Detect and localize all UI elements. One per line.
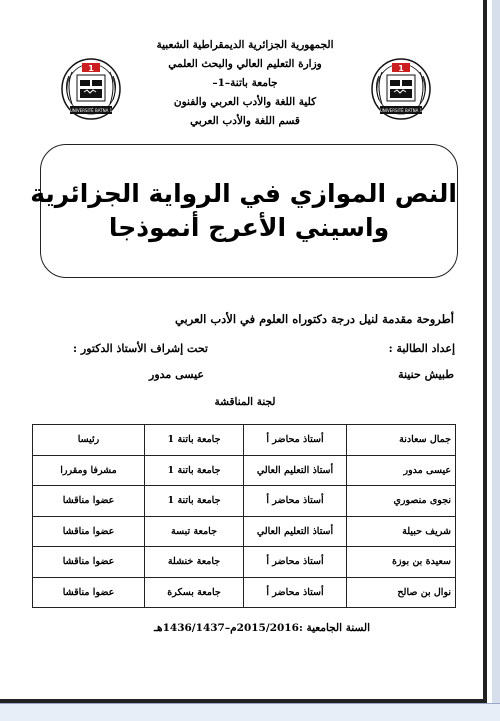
member-university: جامعة باتنة 1 [145,486,244,517]
member-university: جامعة تبسة [145,516,244,547]
member-name: جمال سعادنة [347,425,456,456]
member-name: نجوى منصوري [347,486,456,517]
window-edge-bottom [0,703,500,721]
logo-number: 1 [88,64,94,73]
member-name: سعيدة بن بوزة [347,547,456,578]
faculty-line: كلية اللغة والأدب العربي والفنون [173,96,317,108]
member-role: عضوا مناقشا [33,577,145,608]
logo-caption: UNIVERSITÉ BATNA 1 [69,108,113,113]
window-edge-right [492,0,500,703]
committee-title: لجنة المناقشة [214,396,276,408]
table-row [33,425,456,456]
member-university: جامعة باتنة 1 [145,425,244,456]
university-line: جامعة باتنة–1– [212,77,278,89]
ministry-line: وزارة التعليم العالي والبحث العلمي [168,58,322,70]
institution-header [120,36,370,131]
member-name: عيسى مدور [347,455,456,486]
logo-number: 1 [398,64,404,73]
supervisor-label: تحت إشراف الأستاذ الدكتور : [73,342,208,355]
academic-year: السنة الجامعية :2015/2016م–1436/1437هـ [153,622,370,634]
thesis-title-line-1: النص الموازي في الرواية الجزائرية [30,179,457,208]
thesis-description: أطروحة مقدمة لنيل درجة دكتوراه العلوم في الأدب العربي [174,312,454,326]
logo-caption: UNIVERSITÉ BATNA 1 [379,108,423,113]
student-name: طبيش حنينة [398,368,454,381]
table-row [33,577,456,608]
member-university: جامعة بسكرة [145,577,244,608]
department-line: قسم اللغة والأدب العربي [190,115,300,127]
member-rank: أستاذ محاضر أ [244,486,347,517]
member-rank: أستاذ محاضر أ [244,577,347,608]
member-name: شريف حبيلة [347,516,456,547]
supervisor-name: عيسى مدور [149,368,204,381]
member-role: عضوا مناقشا [33,516,145,547]
table-row [33,455,456,486]
member-role: مشرفا ومقررا [33,455,145,486]
table-row [33,516,456,547]
thesis-title-line-2: واسيني الأعرج أنموذجا [108,213,390,242]
republic-line: الجمهورية الجزائرية الديمقراطية الشعبية [156,39,334,51]
member-university: جامعة خنشلة [145,547,244,578]
member-rank: أستاذ التعليم العالي [244,455,347,486]
member-rank: أستاذ التعليم العالي [244,516,347,547]
university-logo-left [60,56,122,126]
table-row [33,547,456,578]
member-university: جامعة باتنة 1 [145,455,244,486]
table-row [33,486,456,517]
student-label: إعداد الطالبة : [388,342,455,355]
member-rank: أستاذ محاضر أ [244,425,347,456]
member-rank: أستاذ محاضر أ [244,547,347,578]
member-role: عضوا مناقشا [33,547,145,578]
committee-table [32,424,456,608]
member-name: نوال بن صالح [347,577,456,608]
university-logo-right [370,56,432,126]
member-role: عضوا مناقشا [33,486,145,517]
member-role: رئيسا [33,425,145,456]
thesis-title-box [30,144,458,278]
